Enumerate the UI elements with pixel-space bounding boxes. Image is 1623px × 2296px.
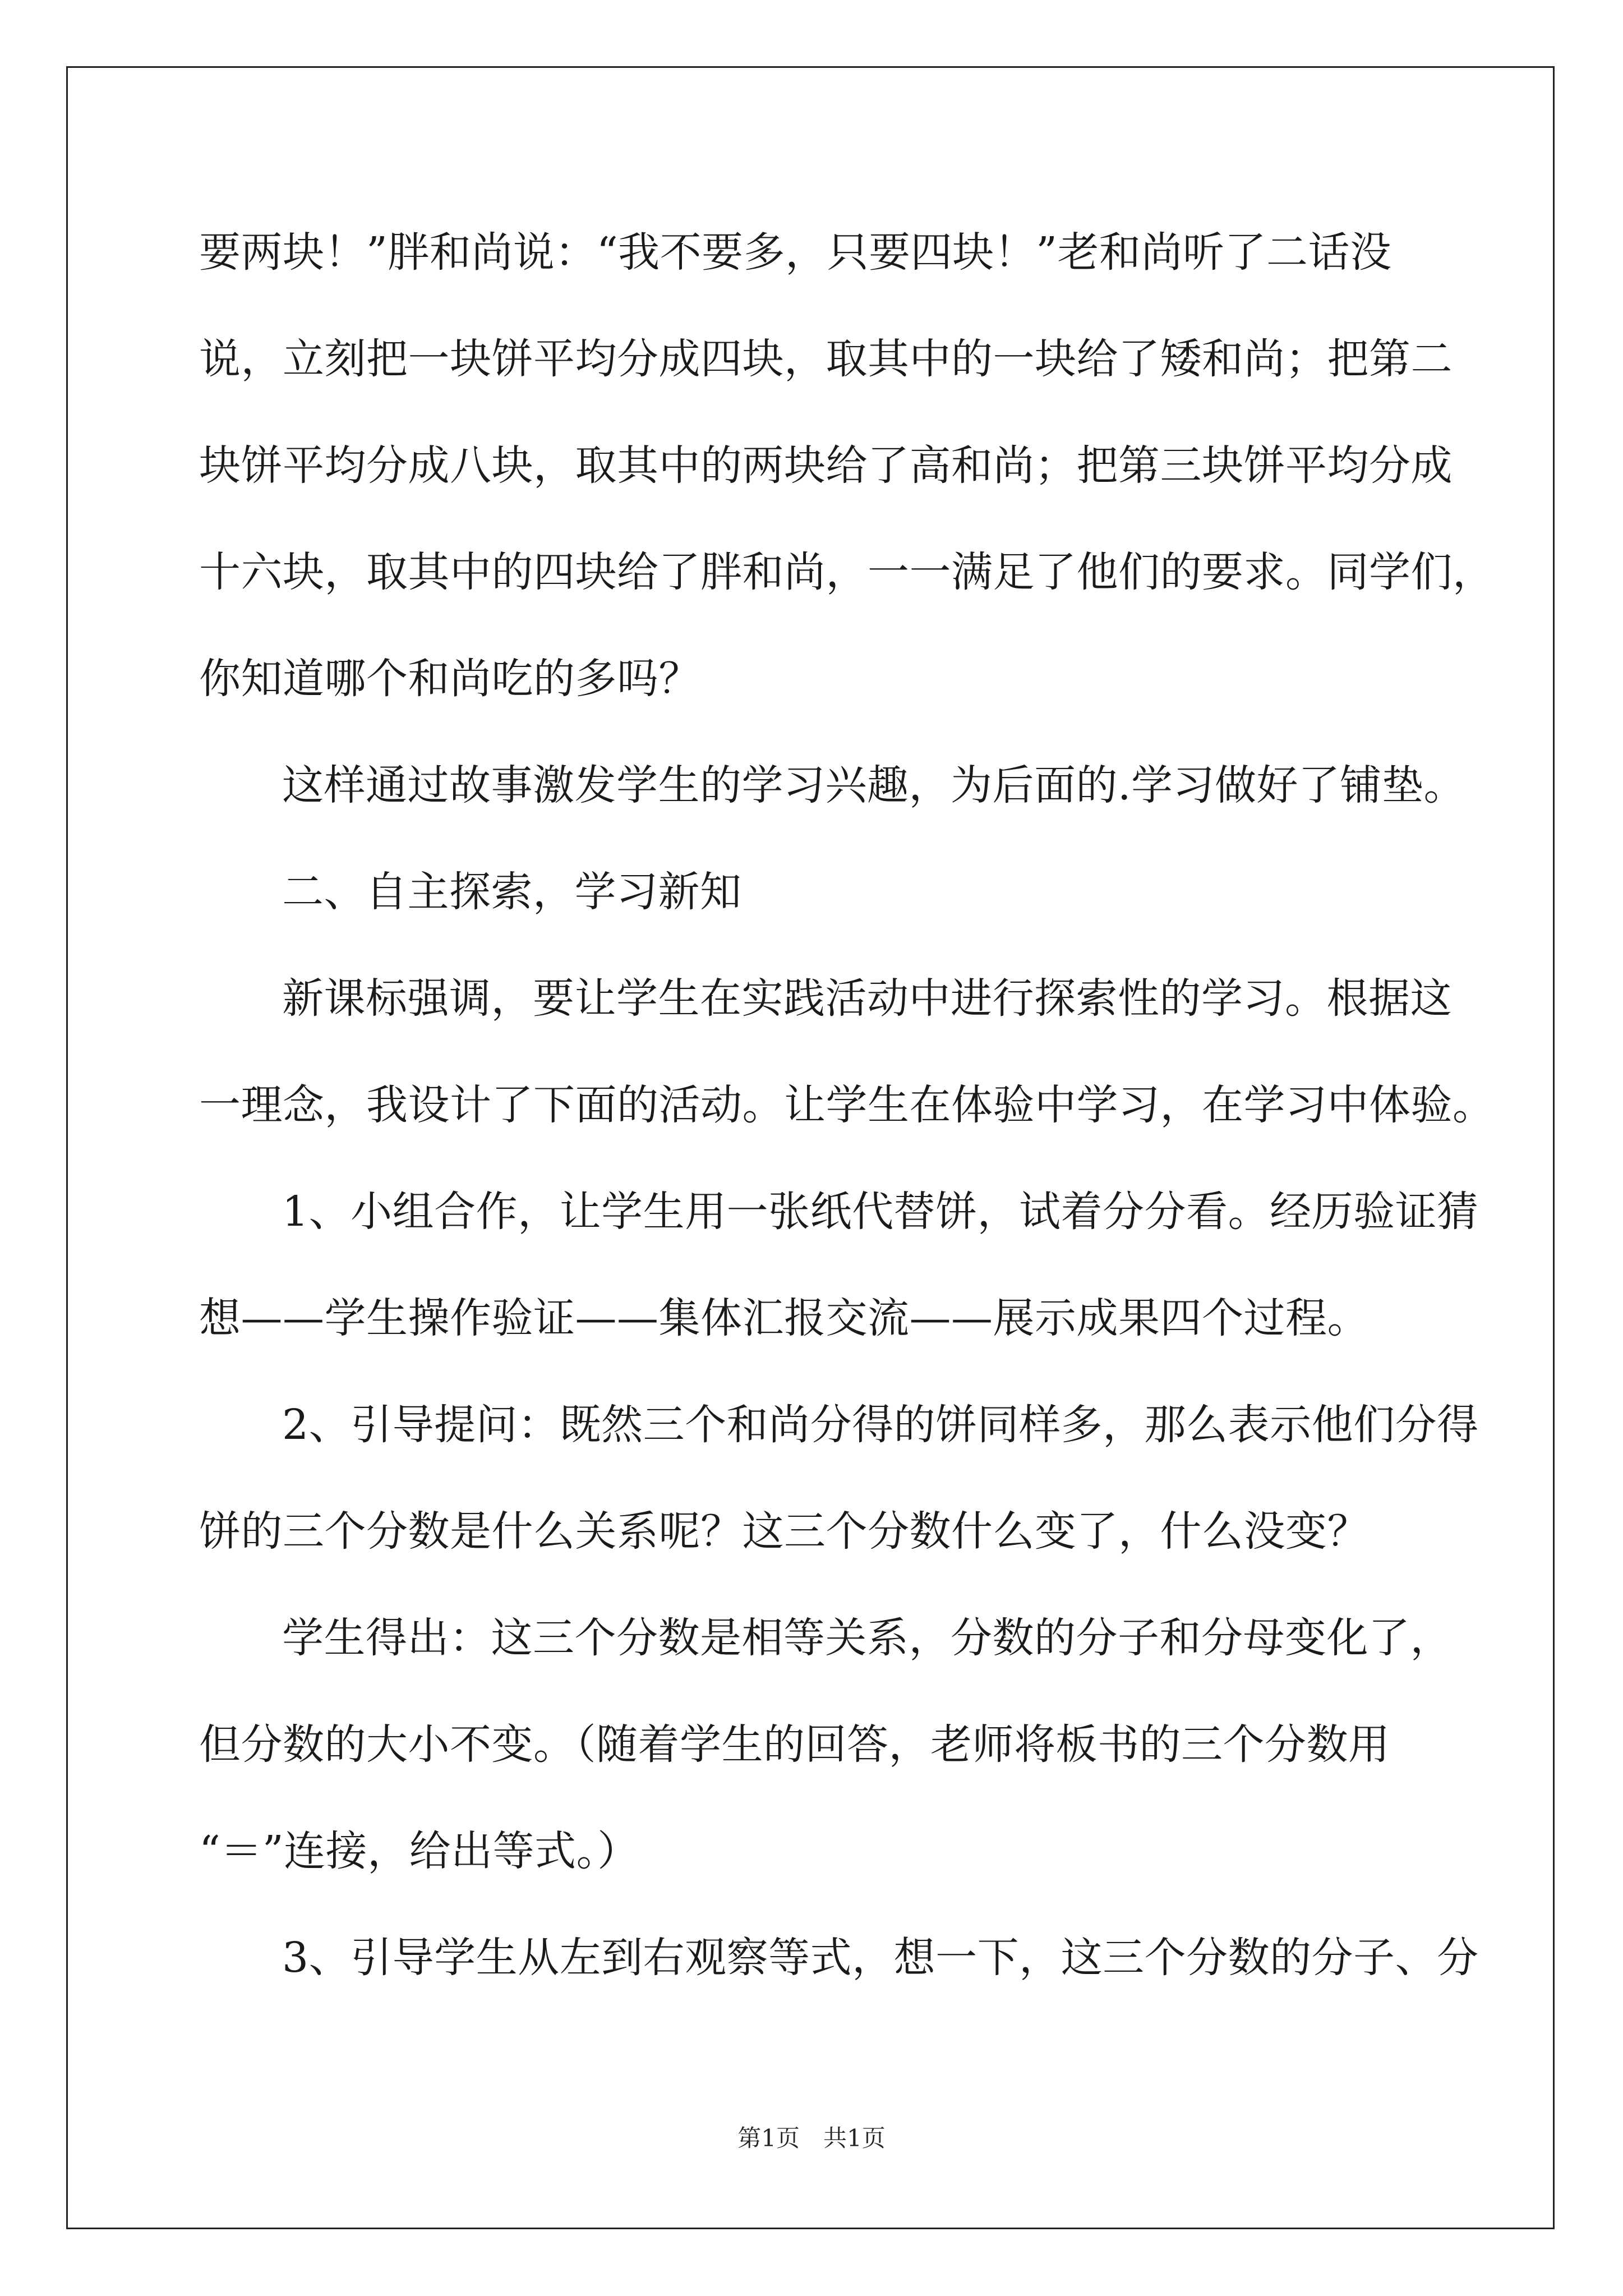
paragraph-line: 学生得出：这三个分数是相等关系，分数的分子和分母变化了， <box>282 1614 1452 1662</box>
document-body <box>199 210 1495 2022</box>
text-line: 说，立刻把一块饼平均分成四块，取其中的一块给了矮和尚；把第二 <box>199 335 1453 383</box>
section-heading: 二、自主探索，学习新知 <box>282 868 742 916</box>
text-line: 块饼平均分成八块，取其中的两块给了高和尚；把第三块饼平均分成 <box>199 441 1453 490</box>
page-number-text: 第1页 共1页 <box>737 2124 886 2152</box>
text-line: 但分数的大小不变。（随着学生的回答，老师将板书的三个分数用 <box>199 1720 1390 1769</box>
text-line: 要两块！”胖和尚说：“我不要多，只要四块！”老和尚听了二话没 <box>199 228 1392 277</box>
paragraph-line: 2、引导提问：既然三个和尚分得的饼同样多，那么表示他们分得 <box>282 1401 1479 1449</box>
text-line: 想——学生操作验证——集体汇报交流——展示成果四个过程。 <box>199 1294 1369 1342</box>
text-line: 一理念，我设计了下面的活动。让学生在体验中学习，在学习中体验。 <box>199 1081 1495 1129</box>
paragraph-line: 这样通过故事激发学生的学习兴趣，为后面的.学习做好了铺垫。 <box>282 761 1466 809</box>
text-line: “＝”连接，给出等式。） <box>199 1827 639 1875</box>
paragraph-line: 3、引导学生从左到右观察等式，想一下，这三个分数的分子、分 <box>282 1934 1479 1982</box>
page-footer <box>0 2122 1623 2155</box>
paragraph-line: 1、小组合作，让学生用一张纸代替饼，试着分分看。经历验证猜 <box>282 1188 1479 1236</box>
text-line: 饼的三个分数是什么关系呢？这三个分数什么变了，什么没变？ <box>199 1507 1369 1556</box>
text-line: 你知道哪个和尚吃的多吗？ <box>199 655 700 703</box>
text-line: 十六块，取其中的四块给了胖和尚，一一满足了他们的要求。同学们， <box>199 548 1495 596</box>
paragraph-line: 新课标强调，要让学生在实践活动中进行探索性的学习。根据这 <box>282 974 1452 1023</box>
